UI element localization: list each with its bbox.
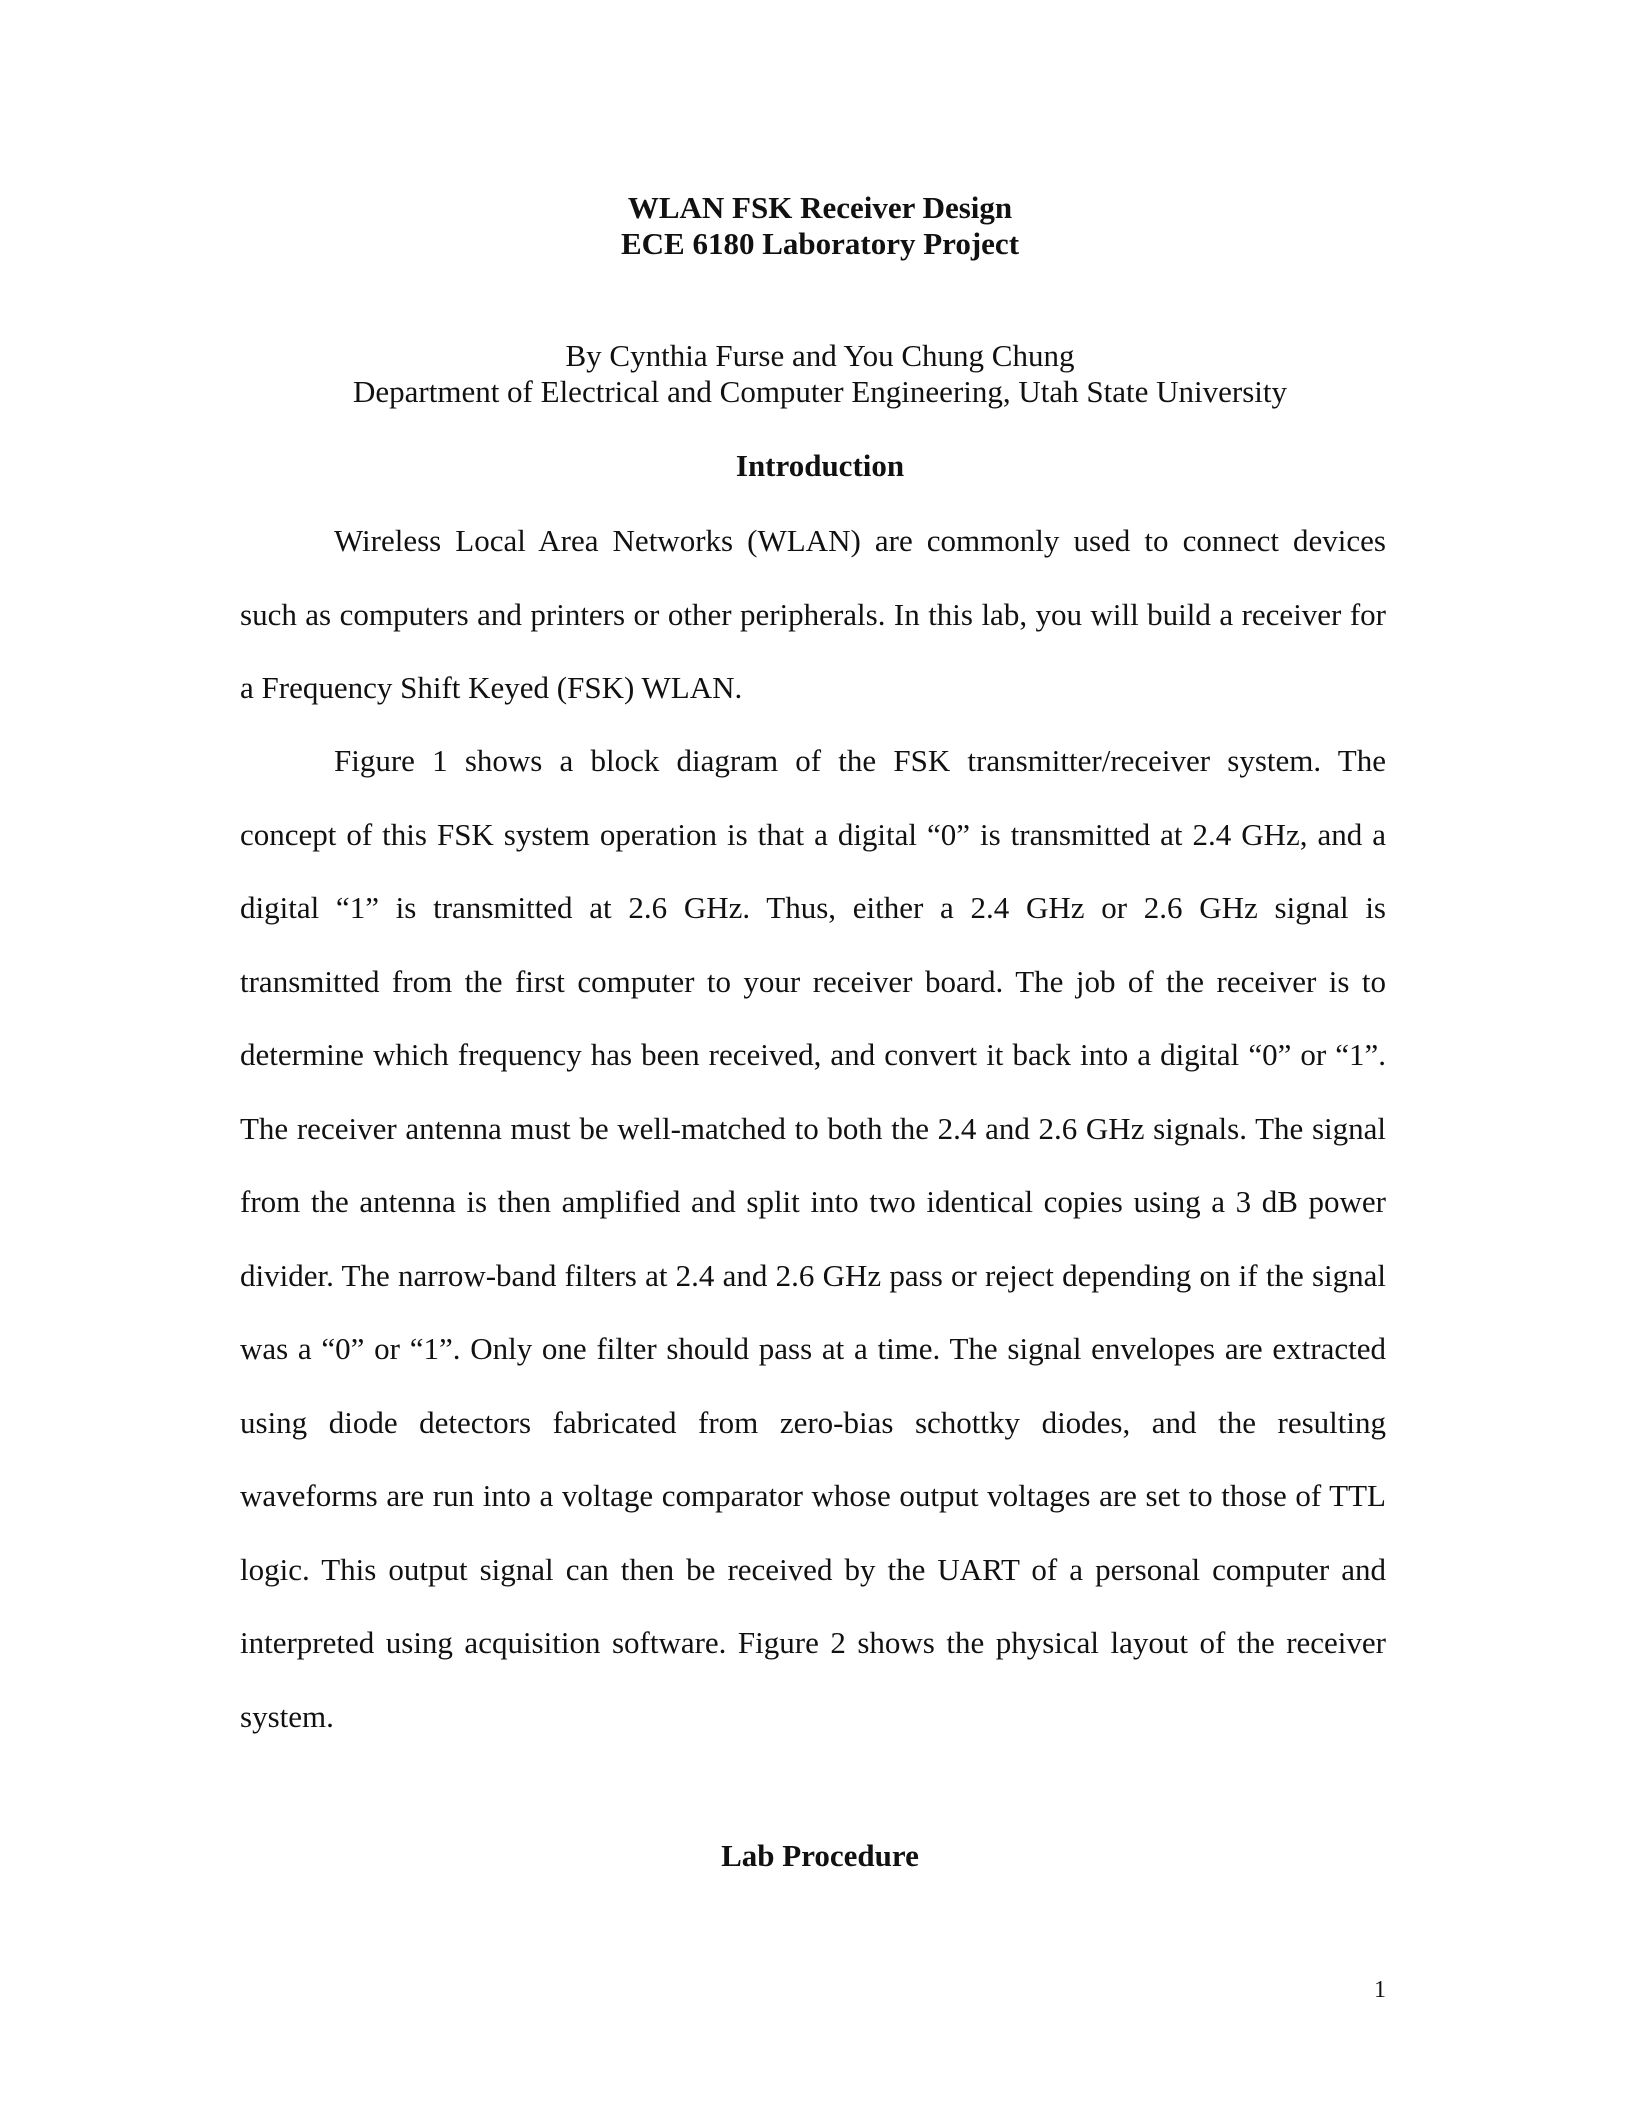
section-heading-introduction: Introduction: [735, 448, 905, 483]
document-title: WLAN FSK Receiver Design: [627, 190, 1013, 225]
page-number: 1: [1374, 1977, 1386, 2003]
authors: By Cynthia Furse and You Chung Chung: [565, 338, 1075, 373]
title-block: [0, 190, 1640, 262]
section-heading-lab-procedure: Lab Procedure: [721, 1838, 919, 1873]
paragraph-introduction-1: Wireless Local Area Networks (WLAN) are commonly used to connect devices such as computers and printers or other peripherals. In this lab, you will build a receiver for a Frequency Shift Keyed (FSK) WLAN.: [240, 523, 1386, 705]
affiliation: Department of Electrical and Computer Engineering, Utah State University: [352, 374, 1287, 409]
byline-block: [0, 338, 1640, 410]
paragraph-introduction-2: Figure 1 shows a block diagram of the FSK transmitter/receiver system. The concept of this FSK system operation is that a digital “0” is transmitted at 2.4 GHz, and a digital “1” is transmitted at 2.6 GHz. Thus, either a 2.4 GHz or 2.6 GHz signal is transmitted from the first computer to your receiver board. The job of the receiver is to determine which frequency has been received, and convert it back into a digital “0” or “1”. The receiver antenna must be well-matched to both the 2.4 and 2.6 GHz signals. The signal from the antenna is then amplified and split into two identical copies using a 3 dB power divider. The narrow-band filters at 2.4 and 2.6 GHz pass or reject depending on if the signal was a “0” or “1”. Only one filter should pass at a time. The signal envelopes are extracted using diode detectors fabricated from zero-bias schottky diodes, and the resulting waveforms are run into a voltage comparator whose output voltages are set to those of TTL logic. This output signal can then be received by the UART of a personal computer and interpreted using acquisition software. Figure 2 shows the physical layout of the receiver system.: [240, 743, 1386, 1734]
document-subtitle: ECE 6180 Laboratory Project: [620, 226, 1020, 261]
